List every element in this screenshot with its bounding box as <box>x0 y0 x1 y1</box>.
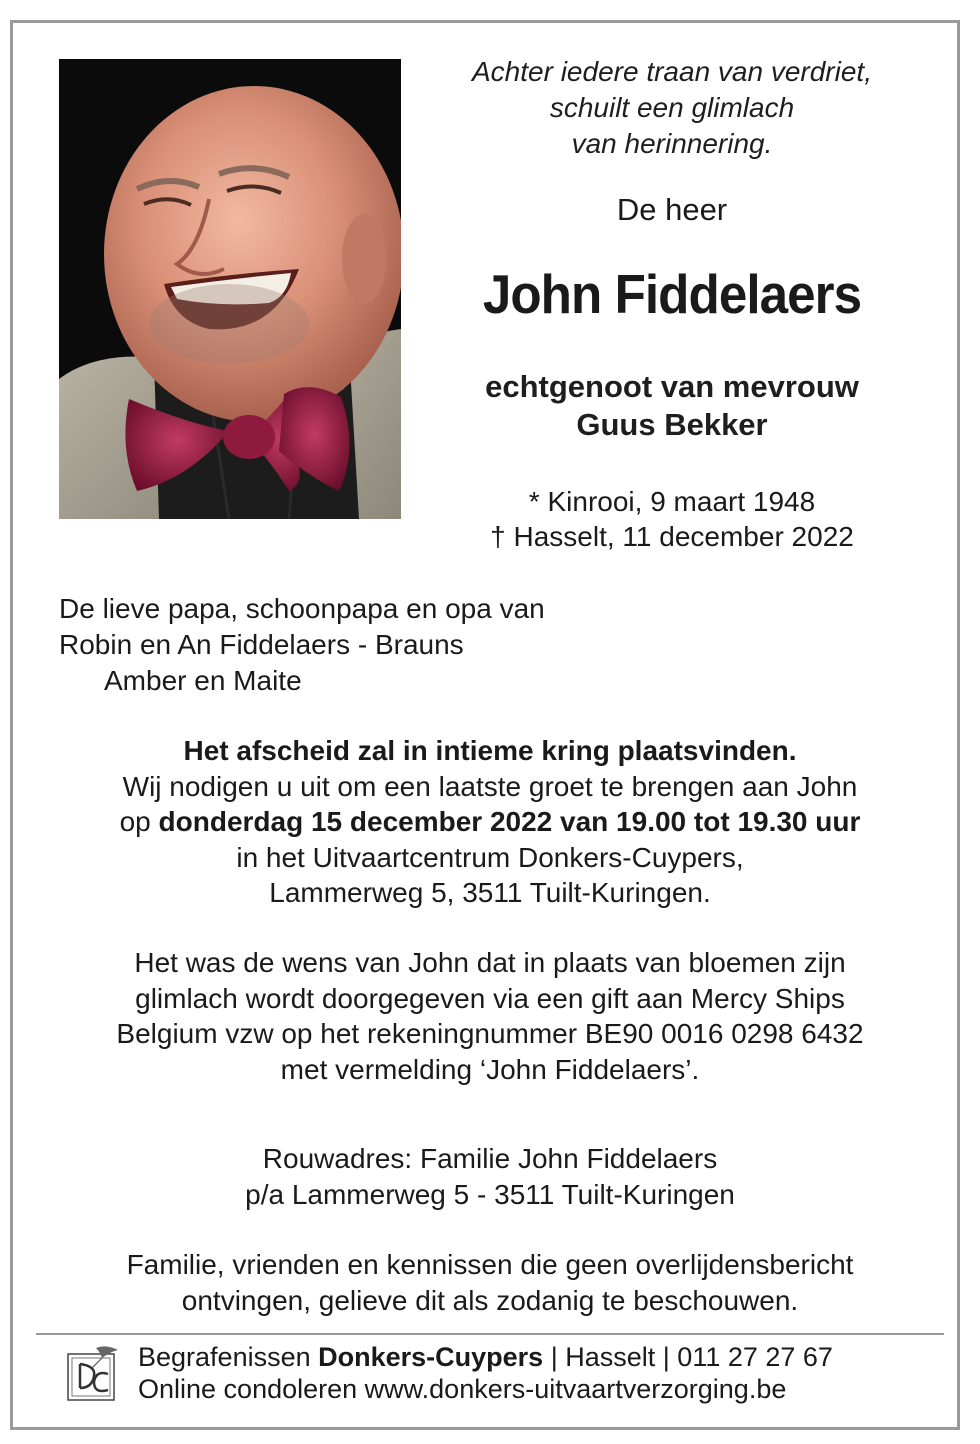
farewell-headline: Het afscheid zal in intieme kring plaatsvinden. <box>183 735 797 766</box>
portrait-photo <box>59 59 401 519</box>
quote-line: Achter iedere traan van verdriet, <box>472 56 872 87</box>
footer-line-company <box>138 1341 833 1373</box>
family-line: De lieve papa, schoonpapa en opa van <box>59 593 545 624</box>
notice-line: Familie, vrienden en kennissen die geen overlijdensbericht <box>126 1249 854 1280</box>
wish-line: Het was de wens van John dat in plaats van bloemen zijn <box>134 947 846 978</box>
address-line: Rouwadres: Familie John Fiddelaers <box>262 1143 718 1174</box>
farewell-when: donderdag 15 december 2022 van 19.00 tot 19.30 uur <box>158 806 861 837</box>
death-date: † Hasselt, 11 december 2022 <box>490 521 854 552</box>
donation-wish <box>40 945 940 1087</box>
honorific: De heer <box>616 192 728 227</box>
mourning-address <box>40 1141 940 1212</box>
quote-line: van herinnering. <box>571 128 773 159</box>
family-line: Robin en An Fiddelaers - Brauns <box>59 629 464 660</box>
memorial-quote <box>432 54 912 162</box>
spouse-name: Guus Bekker <box>576 407 768 442</box>
family-block <box>59 591 545 699</box>
farewell-when-prefix: op <box>119 806 159 837</box>
farewell-invite: Wij nodigen u uit om een laatste groet te brengen aan John <box>122 770 858 802</box>
footer-separator: | <box>655 1342 678 1372</box>
farewell-block <box>40 733 940 911</box>
wish-line: glimlach wordt doorgegeven via een gift aan Mercy Ships <box>135 982 845 1014</box>
company-name: Donkers-Cuypers <box>318 1342 544 1372</box>
website-link[interactable]: www.donkers-uitvaartverzorging.be <box>364 1374 787 1404</box>
footer-divider <box>36 1333 944 1335</box>
wish-line: met vermelding ‘John Fiddelaers’. <box>280 1053 700 1085</box>
spouse-intro: echtgenoot van mevrouw <box>485 369 859 404</box>
footer-city: Hasselt <box>565 1342 656 1372</box>
farewell-address: Lammerweg 5, 3511 Tuilt-Kuringen. <box>269 877 711 908</box>
farewell-place: in het Uitvaartcentrum Donkers-Cuypers, <box>236 841 744 873</box>
footer-phone[interactable]: 011 27 27 67 <box>677 1342 833 1372</box>
footer <box>138 1341 833 1405</box>
life-dates <box>432 484 912 554</box>
deceased-name: John Fiddelaers <box>482 263 862 325</box>
footer-line-online <box>138 1373 833 1405</box>
address-line: p/a Lammerweg 5 - 3511 Tuilt-Kuringen <box>245 1178 735 1210</box>
notice-text <box>40 1247 940 1318</box>
footer-separator: | <box>543 1342 566 1372</box>
quote-line: schuilt een glimlach <box>549 92 795 123</box>
footer-prefix: Begrafenissen <box>138 1342 319 1372</box>
farewell-when-line <box>40 804 940 840</box>
funeral-home-logo-icon <box>66 1344 120 1404</box>
condolence-prefix: Online condoleren <box>138 1374 365 1404</box>
spouse-block <box>432 368 912 444</box>
birth-date: * Kinrooi, 9 maart 1948 <box>528 486 816 517</box>
notice-line: ontvingen, gelieve dit als zodanig te beschouwen. <box>181 1284 799 1316</box>
wish-line: Belgium vzw op het rekeningnummer BE90 0016 0298 6432 <box>116 1018 864 1049</box>
family-line: Amber en Maite <box>104 665 302 696</box>
